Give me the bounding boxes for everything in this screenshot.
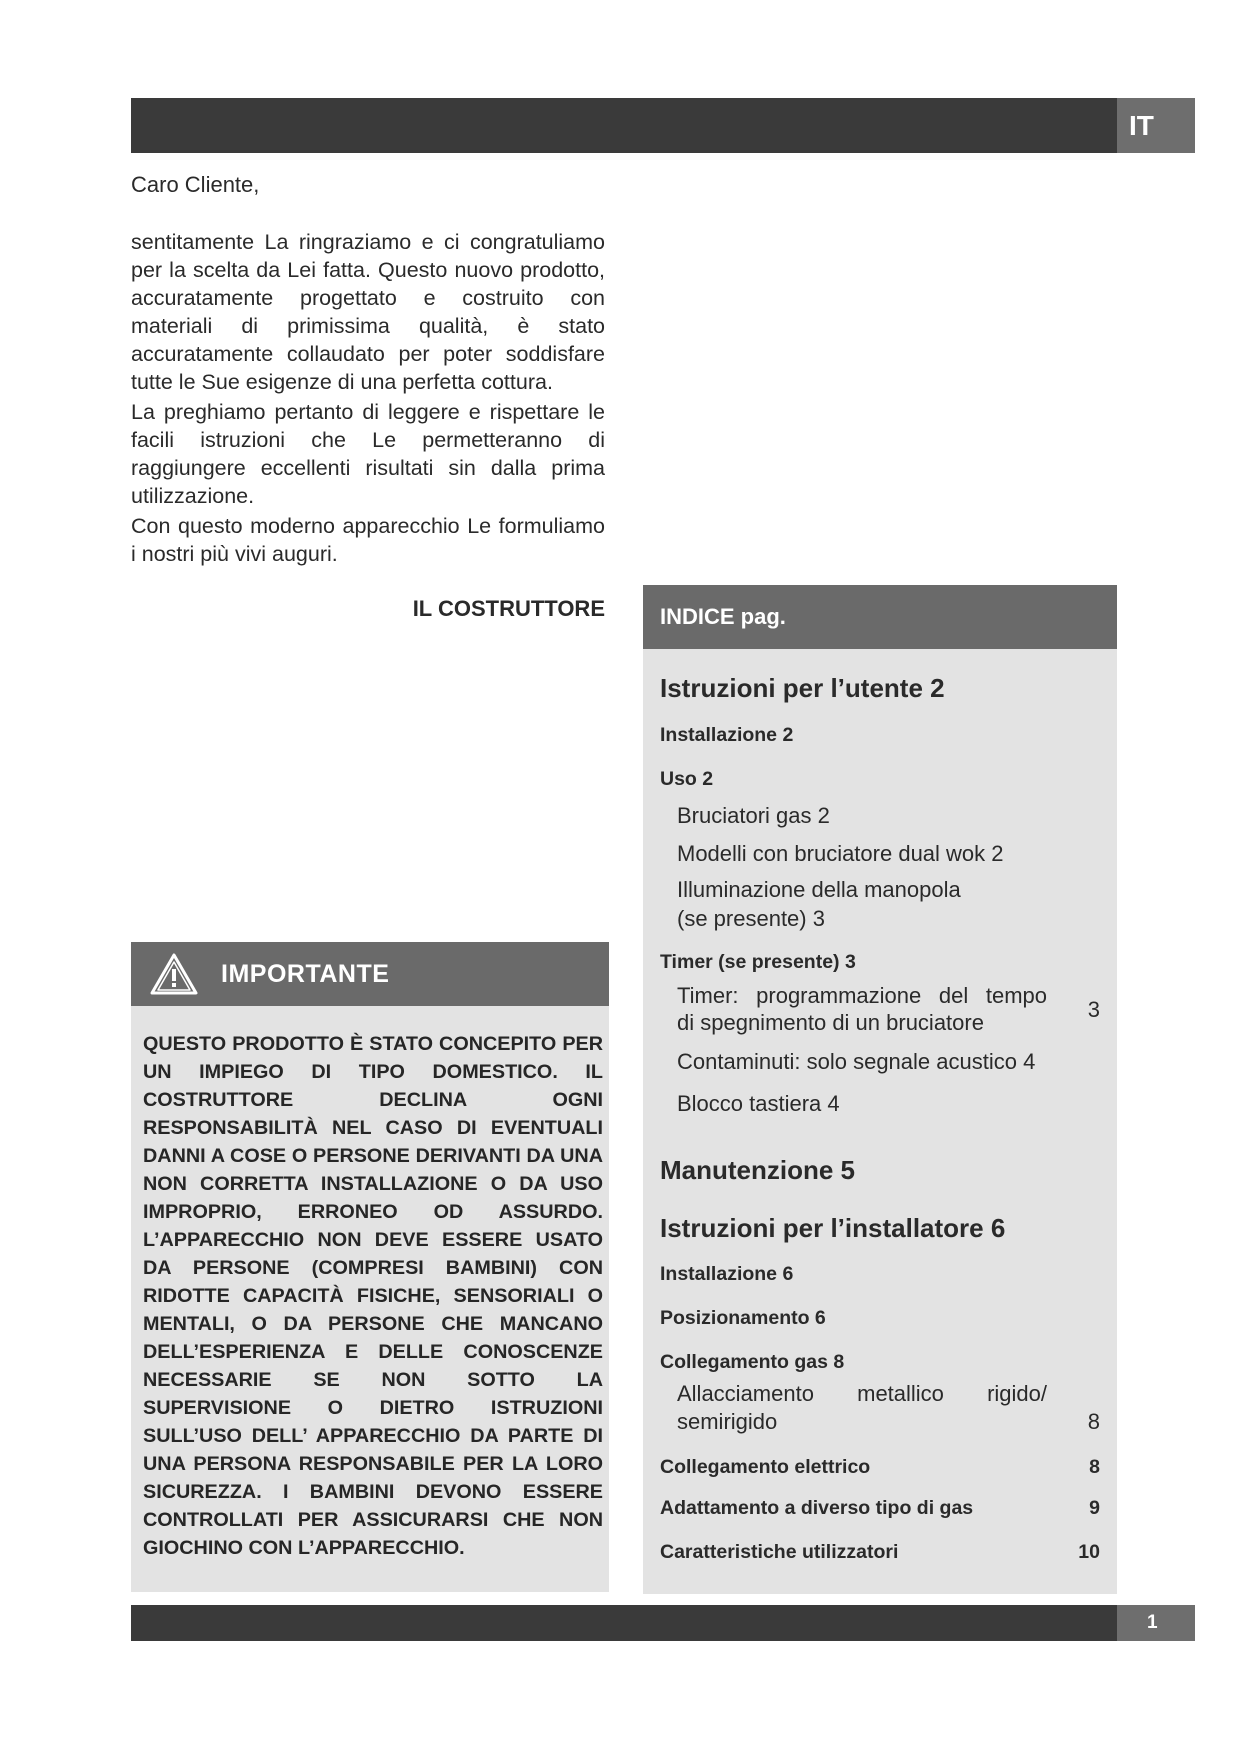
letter-body (131, 228, 605, 570)
index-header: INDICE pag. (643, 585, 1117, 649)
index-entry: di spegnimento di un bruciatore (677, 1010, 984, 1035)
letter-paragraph: Con questo moderno apparecchio Le formuliamo i nostri più vivi auguri. (131, 514, 605, 566)
index-page-number: 8 (1089, 1456, 1100, 1478)
important-title: IMPORTANTE (221, 959, 390, 988)
signature: IL COSTRUTTORE (412, 596, 605, 621)
index-entry: (se presente) 3 (677, 906, 825, 931)
index-entry: Illuminazione della manopola (677, 877, 961, 902)
index-page-number: 10 (1078, 1541, 1100, 1563)
important-notice (131, 942, 609, 1592)
index-entry: semirigido (677, 1409, 778, 1434)
footer-bar (131, 1605, 1117, 1641)
index-entry: Blocco tastiera 4 (677, 1091, 840, 1116)
index-page-number: 8 (1087, 1409, 1100, 1434)
index-entry: Istruzioni per l’utente 2 (660, 673, 945, 703)
index-entry: Allacciamento metallico rigido/ (677, 1381, 1047, 1406)
index-entry: Posizionamento 6 (660, 1307, 826, 1329)
important-text: QUESTO PRODOTTO È STATO CONCEPITO PER UN IMPIEGO DI TIPO DOMESTICO. IL COSTRUTTORE DECLINA OGNI RESPONSABILITÀ NEL CASO DI EVENTUALI DANNI A COSE O PERSONE DERIVANTI DA UNA NON CORRETTA INSTALLAZIONE O DA USO IMPROPRIO, ERRONEO OD ASSURDO. L’APPARECCHIO NON DEVE ESSERE USATO DA PERSONE (COMPRESI BAMBINI) CON RIDOTTE CAPACITÀ FISICHE, SENSORIALI O MENTALI, O DA PERSONE CHE MANCANO DELL’ESPERIENZA E DELLE CONOSCENZE NECESSARIE SE NON SOTTO LA SUPERVISIONE O DIETRO ISTRUZIONI SULL’USO DELL’ APPARECCHIO DA PARTE DI UNA PERSONA RESPONSABILE PER LA LORO SICUREZZA. I BAMBINI DEVONO ESSERE CONTROLLATI PER ASSICURARSI CHE NON GIOCHINO CON L’APPARECCHIO. (143, 1033, 603, 1559)
warning-icon (149, 952, 199, 996)
index-entry: Timer: programmazione del tempo (677, 983, 1047, 1008)
index-entry: Bruciatori gas 2 (677, 803, 830, 828)
index-entry: Timer (se presente) 3 (660, 951, 856, 973)
index-entry: Modelli con bruciatore dual wok 2 (677, 841, 1004, 866)
language-tab: IT (1117, 98, 1195, 153)
index-entry: Collegamento gas 8 (660, 1351, 845, 1373)
header-bar (131, 98, 1117, 153)
index-entry: Caratteristiche utilizzatori (660, 1541, 899, 1563)
greeting: Caro Cliente, (131, 172, 260, 197)
index-entry: Manutenzione 5 (660, 1155, 856, 1185)
index-entry: Istruzioni per l’installatore 6 (660, 1213, 1006, 1243)
index-page-number: 3 (1087, 997, 1100, 1022)
index-entry: Contaminuti: solo segnale acustico 4 (677, 1049, 1036, 1074)
index-box (643, 585, 1117, 1594)
important-header (131, 942, 609, 1006)
index-entry: Adattamento a diverso tipo di gas (660, 1497, 974, 1519)
index-entry: Installazione 2 (660, 724, 794, 746)
index-page-number: 9 (1089, 1497, 1100, 1519)
page-number: 1 (1117, 1605, 1195, 1641)
letter-paragraph: sentitamente La ringraziamo e ci congratuliamo per la scelta da Lei fatta. Questo nuovo prodotto, accuratamente progettato e costruito con materiali di primissima qualità, è stato accuratamente collaudato per poter soddisfare tutte le Sue esigenze di una perfetta cottura. (131, 230, 605, 394)
index-entry: Collegamento elettrico (660, 1456, 871, 1478)
index-entry: Uso 2 (660, 768, 714, 790)
letter-paragraph: La preghiamo pertanto di leggere e rispettare le facili istruzioni che Le permetteranno di raggiungere eccellenti risultati sin dalla prima utilizzazione. (131, 400, 605, 508)
index-entry: Installazione 6 (660, 1263, 794, 1285)
